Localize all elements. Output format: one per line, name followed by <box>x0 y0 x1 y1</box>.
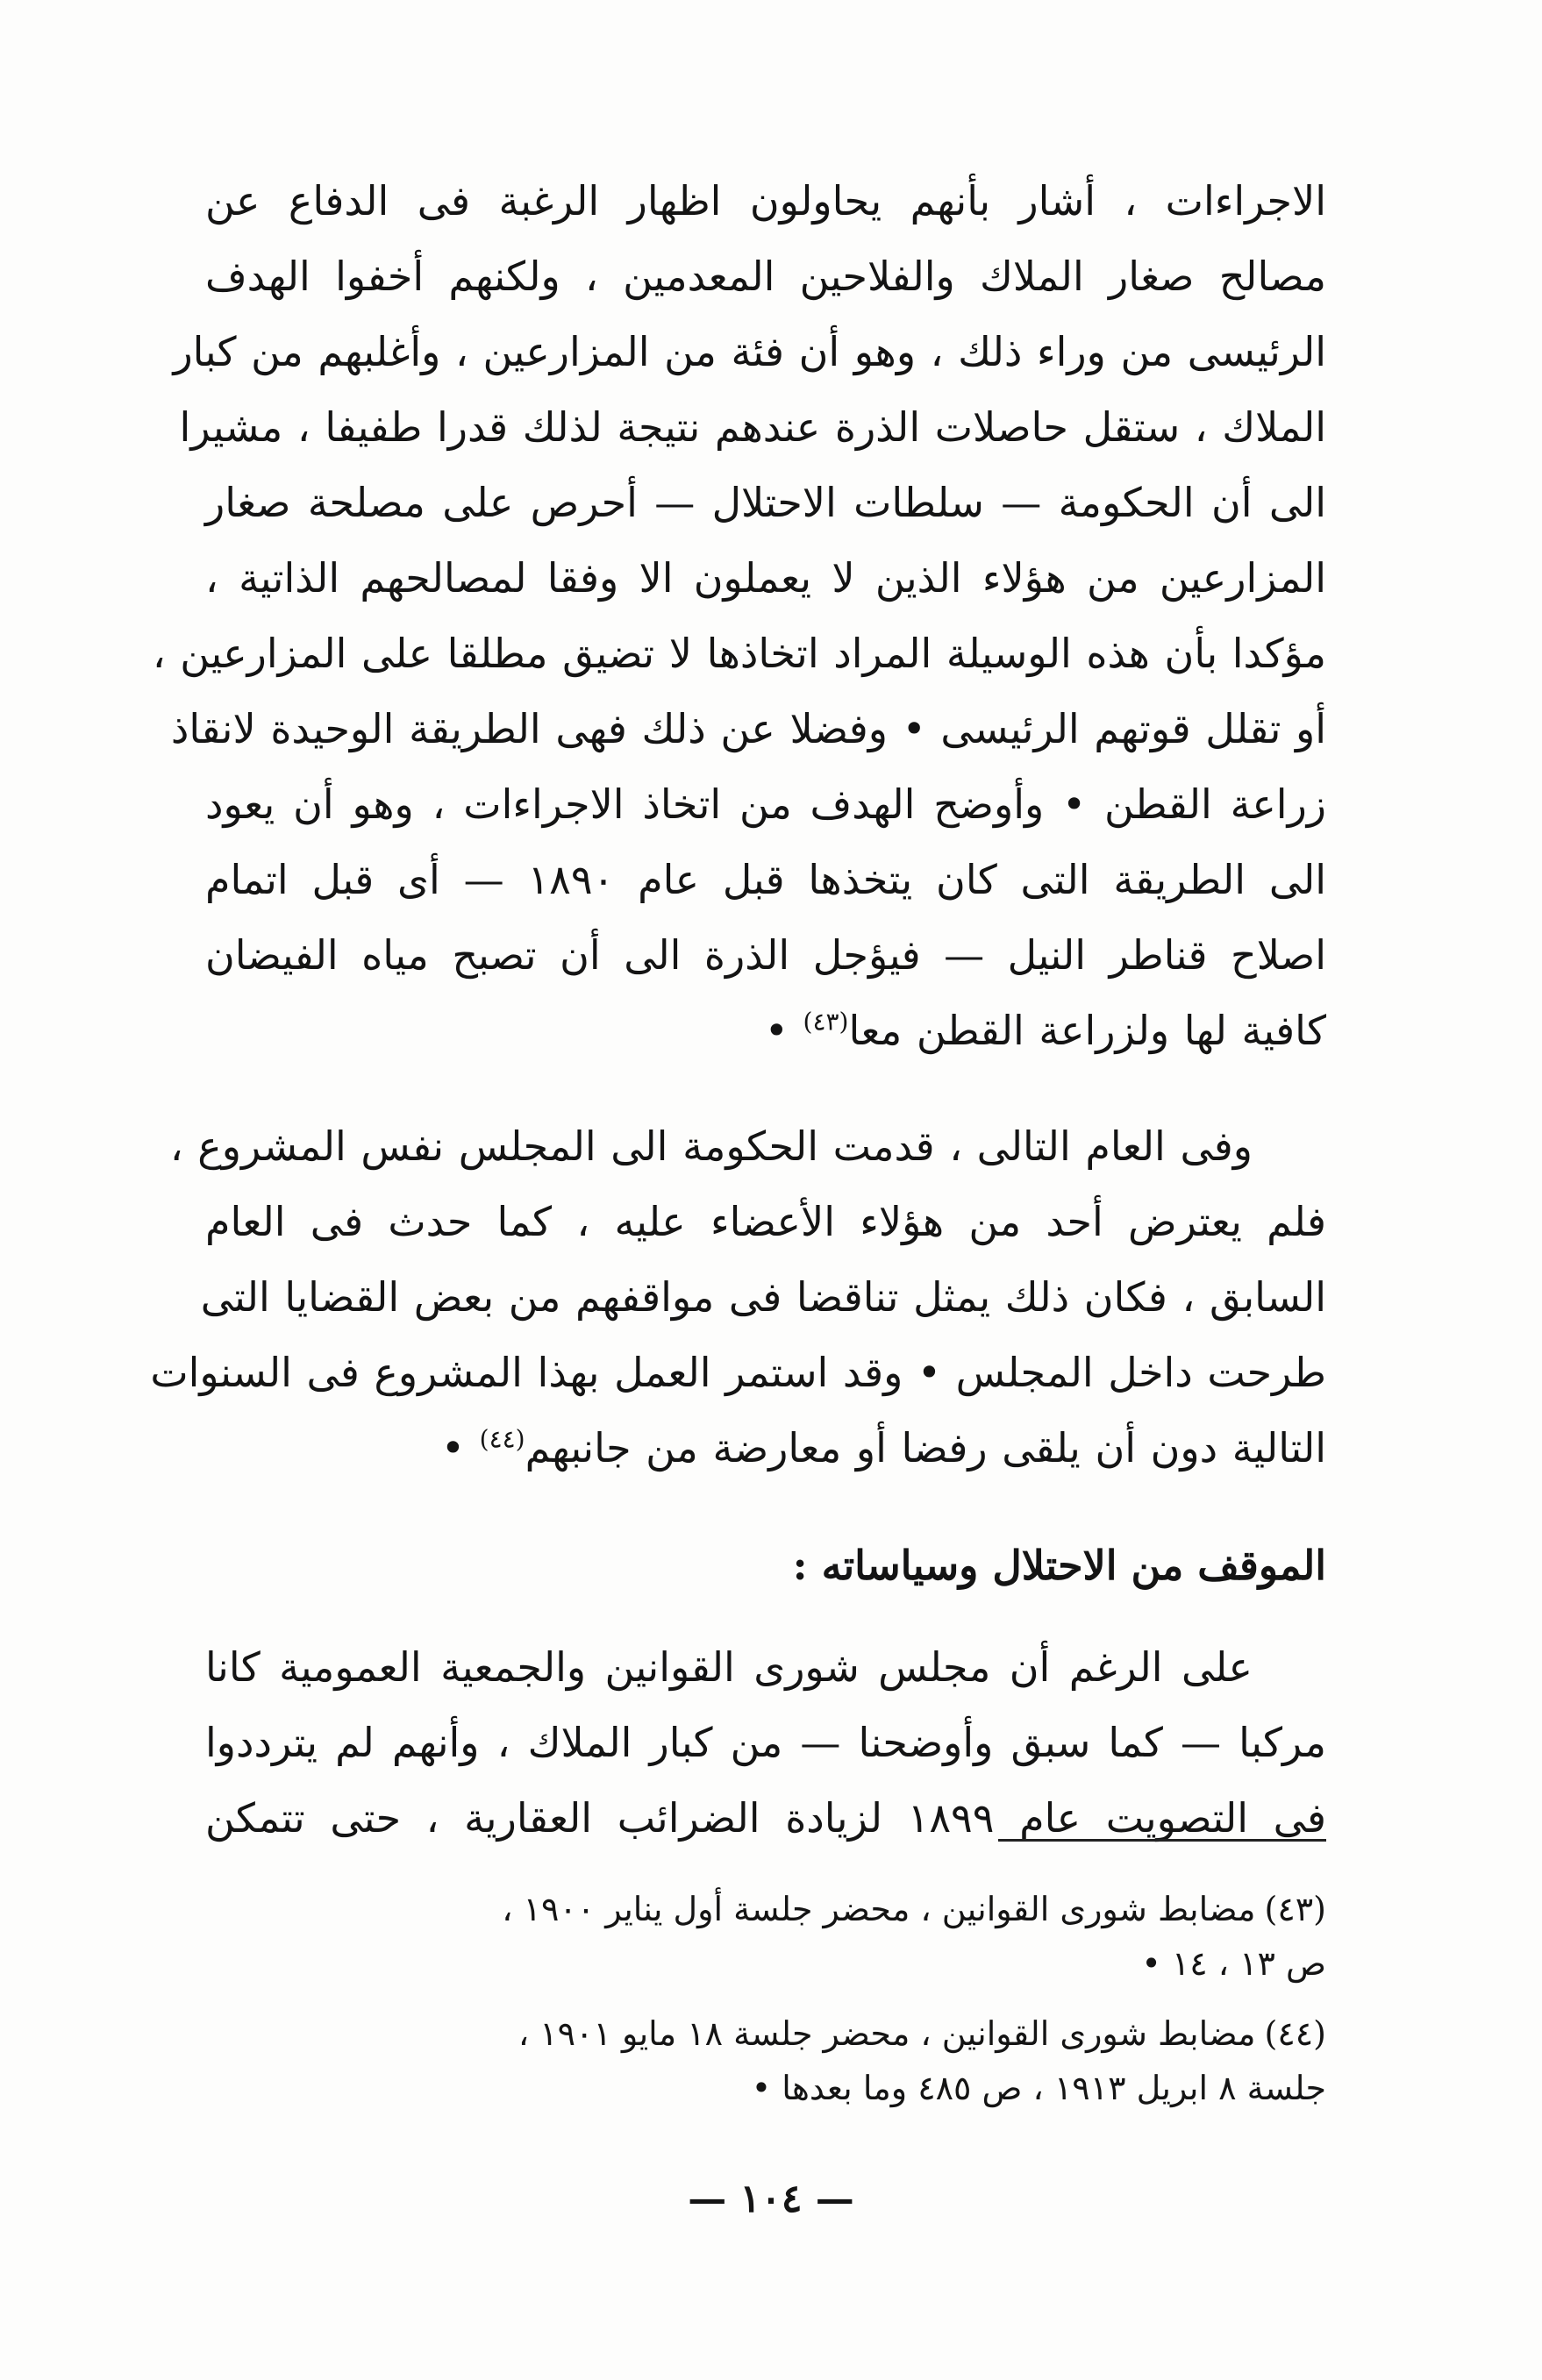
text-line: زراعة القطن • وأوضح الهدف من اتخاذ الاجراءات ، وهو أن يعود <box>205 780 1326 828</box>
text-line: مؤكدا بأن هذه الوسيلة المراد اتخاذها لا تضيق مطلقا على المزارعين ، <box>152 630 1326 677</box>
text-line: اصلاح قناطر النيل — فيؤجل الذرة الى أن تصبح مياه الفيضان <box>205 931 1326 979</box>
footnote-text: مضابط شورى القوانين ، محضر جلسة أول يناير ١٩٠٠ ، <box>502 1890 1256 1928</box>
footnote-reference-43[interactable]: (٤٣) <box>803 1007 849 1037</box>
text-line: الاجراءات ، أشار بأنهم يحاولون اظهار الرغبة فى الدفاع عن <box>205 177 1326 224</box>
paragraph-3 <box>205 1629 1326 1856</box>
footnote-line <box>205 2006 1326 2061</box>
text-line: طرحت داخل المجلس • وقد استمر العمل بهذا المشروع فى السنوات <box>150 1349 1326 1396</box>
paragraph-1 <box>152 163 1327 1068</box>
footnote-43 <box>205 1882 1326 1991</box>
paragraph-gap <box>205 1486 1326 1528</box>
footnote-line <box>205 1882 1326 1936</box>
footnote-line: ص ١٣ ، ١٤ • <box>1141 1944 1326 1983</box>
paragraph-gap <box>205 1068 1326 1108</box>
text-line: فى التصويت عام ١٨٩٩ لزيادة الضرائب العقارية ، حتى تتمكن <box>205 1794 1326 1842</box>
sentence-end-mark: • <box>440 1424 466 1471</box>
text-line: الى الطريقة التى كان يتخذها قبل عام ١٨٩٠ — أى قبل اتمام <box>205 856 1327 903</box>
body-text <box>150 163 1327 1856</box>
page-number: — ١٠٤ — <box>688 2177 854 2221</box>
text-line: على الرغم أن مجلس شورى القوانين والجمعية العمومية كانا <box>205 1643 1253 1691</box>
text-line: أو تقلل قوتهم الرئيسى • وفضلا عن ذلك فهى الطريقة الوحيدة لانقاذ <box>170 705 1326 752</box>
footnote-44 <box>205 2006 1326 2115</box>
text-line <box>205 993 1326 1068</box>
text-line: مصالح صغار الملاك والفلاحين المعدمين ، ولكنهم أخفوا الهدف <box>205 253 1326 300</box>
footnote-text: مضابط شورى القوانين ، محضر جلسة ١٨ مايو ١٩٠١ ، <box>518 2014 1256 2053</box>
footnote-divider <box>998 1839 1326 1842</box>
text-line: الى أن الحكومة — سلطات الاحتلال — أحرص على مصلحة صغار <box>205 479 1326 526</box>
text-line: وفى العام التالى ، قدمت الحكومة الى المجلس نفس المشروع ، <box>169 1122 1253 1170</box>
paragraph-gap <box>205 1603 1326 1629</box>
text-line: الرئيسى من وراء ذلك ، وهو أن فئة من المزارعين ، وأغلبهم من كبار <box>173 328 1326 375</box>
footnote-line: جلسة ٨ ابريل ١٩١٣ ، ص ٤٨٥ وما بعدها • <box>751 2069 1326 2107</box>
footnotes <box>205 1882 1326 2131</box>
footnote-number: (٤٤) <box>1264 2014 1326 2053</box>
text-fragment: كافية لها ولزراعة القطن معا <box>848 1007 1326 1054</box>
sentence-end-mark: • <box>764 1007 789 1054</box>
text-line: السابق ، فكان ذلك يمثل تناقضا فى مواقفهم من بعض القضايا التى <box>200 1273 1326 1321</box>
text-line: المزارعين من هؤلاء الذين لا يعملون الا وفقا لمصالحهم الذاتية ، <box>205 554 1326 602</box>
paragraph-2 <box>150 1108 1326 1486</box>
text-line <box>205 1410 1326 1486</box>
footnote-number: (٤٣) <box>1264 1890 1326 1928</box>
footnote-reference-44[interactable]: (٤٤) <box>479 1424 525 1454</box>
text-fragment: التالية دون أن يلقى رفضا أو معارضة من جانبهم <box>525 1424 1326 1471</box>
text-line: فلم يعترض أحد من هؤلاء الأعضاء عليه ، كما حدث فى العام <box>205 1198 1326 1245</box>
section-heading: الموقف من الاحتلال وسياساته : <box>792 1542 1326 1589</box>
text-line: مركبا — كما سبق وأوضحنا — من كبار الملاك ، وأنهم لم يترددوا <box>205 1719 1326 1766</box>
text-line: الملاك ، ستقل حاصلات الذرة عندهم نتيجة لذلك قدرا طفيفا ، مشيرا <box>179 403 1326 451</box>
